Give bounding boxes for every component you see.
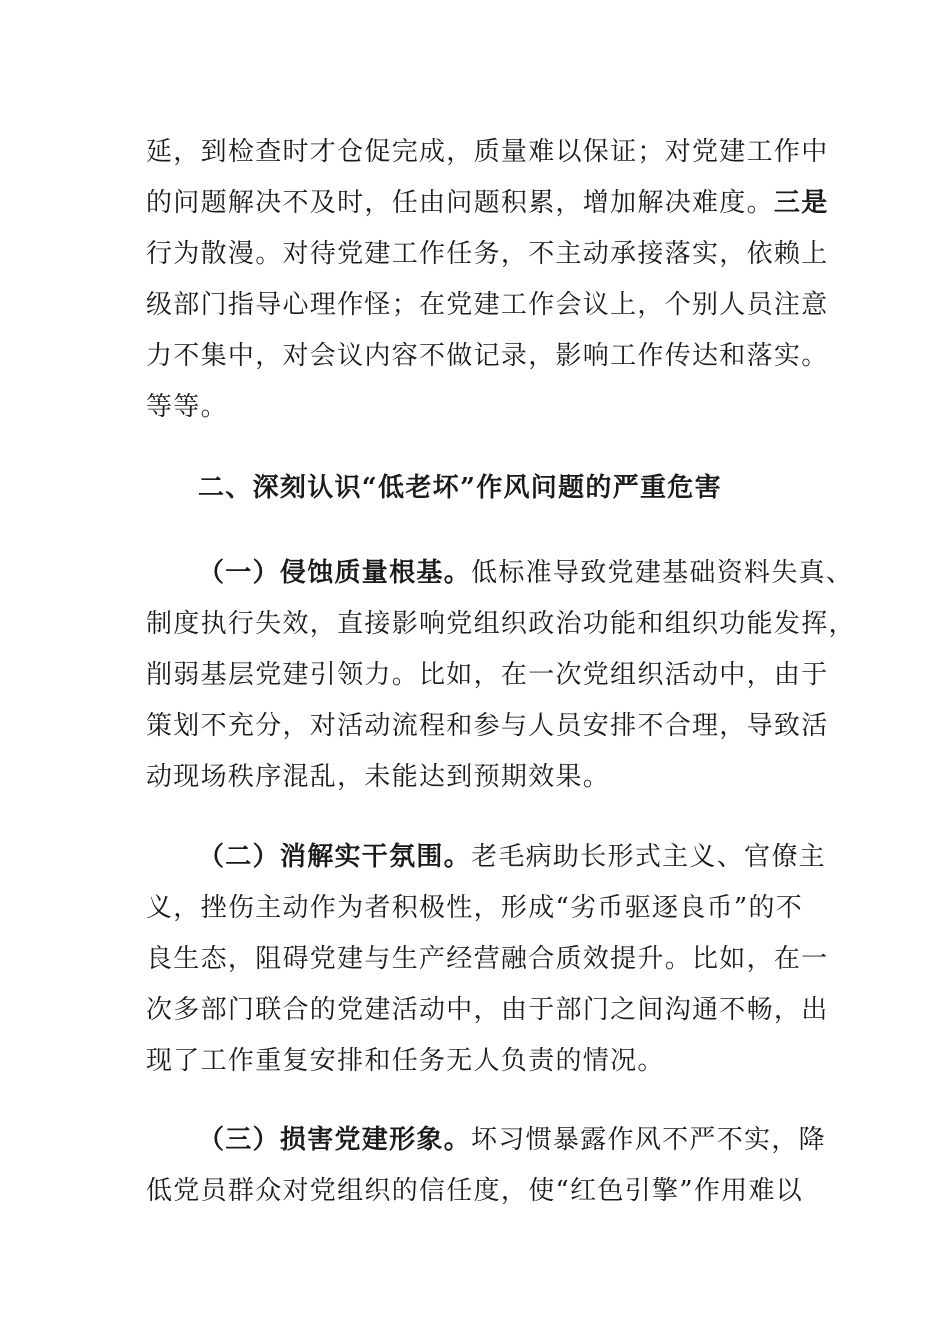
- paragraph-continued: [146, 127, 829, 433]
- emphasis-three: 三是: [773, 188, 829, 218]
- text-line: [146, 548, 854, 599]
- text-run: 老毛病助长形式主义、官僚主: [471, 842, 826, 872]
- item-title: （二）消解实干氛围。: [198, 842, 472, 872]
- text-line: 次多部门联合的党建活动中，由于部门之间沟通不畅，出: [146, 995, 829, 1025]
- text-line: 等等。: [146, 392, 228, 422]
- text-run: 的问题解决不及时，任由问题积累，增加解决难度。: [146, 188, 774, 218]
- text-run: 坏习惯暴露作风不严不实，降: [471, 1125, 826, 1155]
- paragraph-item-1: [146, 548, 856, 803]
- paragraph-item-2: [146, 832, 829, 1087]
- text-line: 行为散漫。对待党建工作任务，不主动承接落实，依赖上: [146, 239, 829, 269]
- text-line: 现了工作重复安排和任务无人负责的情况。: [146, 1046, 665, 1076]
- text-run: 低标准导致党建基础资料失真、: [471, 558, 854, 588]
- text-line: 延，到检查时才仓促完成，质量难以保证；对党建工作中: [146, 137, 829, 167]
- text-line: [146, 1115, 826, 1166]
- text-line: 力不集中，对会议内容不做记录，影响工作传达和落实。: [146, 341, 829, 371]
- item-title: （三）损害党建形象。: [198, 1125, 472, 1155]
- text-line: 良生态，阻碍党建与生产经营融合质效提升。比如，在一: [146, 944, 829, 974]
- text-line: 动现场秩序混乱，未能达到预期效果。: [146, 762, 611, 792]
- paragraph-item-3: [146, 1115, 826, 1217]
- text-line: 级部门指导心理作怪；在党建工作会议上，个别人员注意: [146, 290, 829, 320]
- text-line: [146, 178, 829, 229]
- text-line: 削弱基层党建引领力。比如，在一次党组织活动中，由于: [146, 660, 829, 690]
- item-title: （一）侵蚀质量根基。: [198, 558, 472, 588]
- text-line: 义，挫伤主动作为者积极性，形成“劣币驱逐良币”的不: [146, 893, 804, 923]
- text-line: [146, 832, 826, 883]
- text-line: 策划不充分，对活动流程和参与人员安排不合理，导致活: [146, 711, 829, 741]
- text-line: 制度执行失效，直接影响党组织政治功能和组织功能发挥，: [146, 609, 856, 639]
- text-line: 低党员群众对党组织的信任度，使“红色引擎”作用难以: [146, 1176, 804, 1206]
- section-heading: 二、深刻认识“低老坏”作风问题的严重危害: [198, 473, 722, 503]
